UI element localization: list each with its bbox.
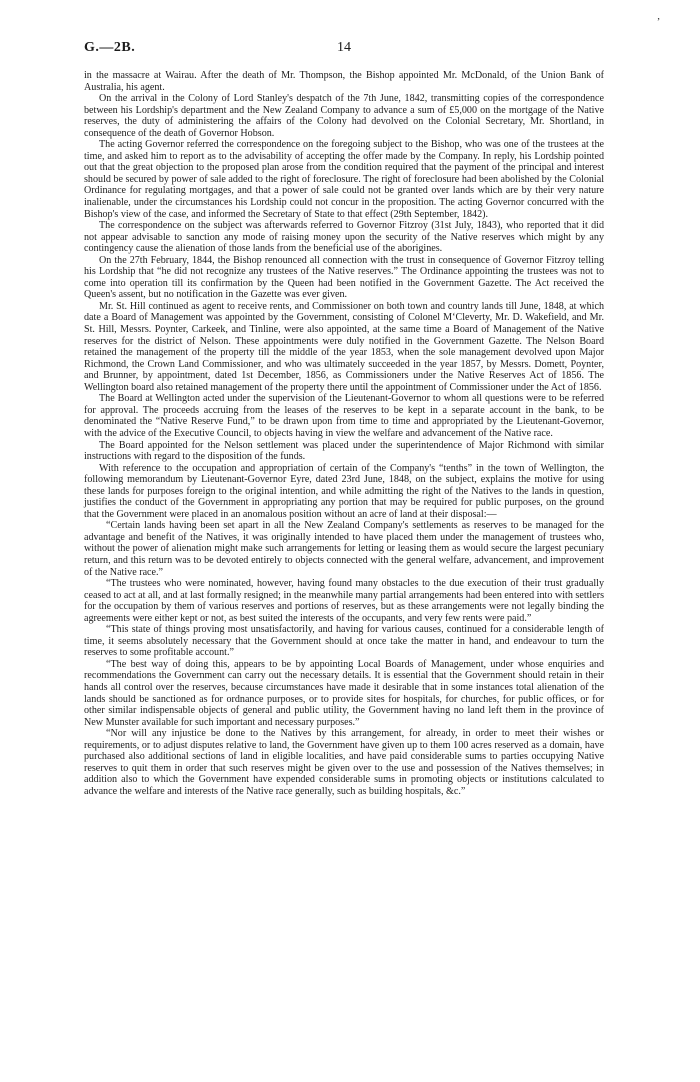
paragraph: Mr. St. Hill continued as agent to receive rents, and Commissioner on both town and country lands till June, 1848, at which date a Board of Management was appointed by the Government, consisting of Colonel M‘Cleverty, Mr. D. Wakefield, and Mr. St. Hill, Messrs. Poynter, Carkeek, and Tinline, were also appointed, at the same time a Board of Management of the Native reserves for the district of Nelson. These appointments were duly notified in the Government Gazette. The Nelson Board retained the management of the property till the middle of the year 1853, when the sole management devolved upon Major Richmond, the Crown Land Commissioner, and who was ultimately succeeded in the year 1857, by Messrs. Domett, Poynter, and Brunner, by appointment, dated 1st December, 1856, as Commissioners under the Native Reserves Act of 1856. The Wellington board also retained management of the property there until the appointment of Commissioner under the Act of 1856.	[84, 300, 604, 393]
body-text	[84, 70, 604, 797]
document-reference: G.—2B.	[84, 40, 136, 55]
quoted-paragraph: “This state of things proving most unsatisfactorily, and having for various causes, continued for a considerable length of time, it seems absolutely necessary that the Government should at once take the matter in hand, and endeavour to turn the reserves to some profitable account.”	[84, 624, 604, 659]
paragraph: The Board at Wellington acted under the supervision of the Lieutenant-Governor to whom all questions were to be referred for approval. The proceeds accruing from the leases of the reserves to be kept in a separate account in the bank, to be denominated the “Native Reserve Fund,” to be drawn upon from time to time and appropriated by the Lieutenant-Governor, with the advice of the Executive Council, to objects having in view the welfare and advancement of the Native race.	[84, 393, 604, 439]
page-header	[84, 40, 604, 64]
paragraph: The Board appointed for the Nelson settlement was placed under the superintendence of Major Richmond with similar instructions with regard to the disposition of the funds.	[84, 439, 604, 463]
quoted-paragraph: “The trustees who were nominated, however, having found many obstacles to the due execution of their trust gradually ceased to act at all, and at last formally resigned; in the meanwhile many partial arrangements had been entered into with settlers for the occupation by them of various reserves and portions of reserves, but as these arrangements were not legally binding the agreements were either kept or not, as best suited the interests of the occupants, and very few rents were paid.”	[84, 578, 604, 624]
paragraph: With reference to the occupation and appropriation of certain of the Company's “tenths” in the town of Wellington, the following memorandum by Lieutenant-Governor Eyre, dated 23rd June, 1848, on the subject, explains the motive for using these lands for purposes foreign to the original intention, and while admitting the right of the Natives to the lands in question, justifies the conduct of the Government in appropriating any portion that may be required for public purposes, on the ground that the Government were placed in an anomalous position without an acre of land at their disposal:—	[84, 462, 604, 520]
paragraph: On the 27th February, 1844, the Bishop renounced all connection with the trust in consequence of Governor Fitzroy telling his Lordship that “he did not recognize any trustees of the Native reserves.” The Ordinance appointing the trustees was not to come into operation till its confirmation by the Queen had been notified in the Government Gazette. The Act received the Queen's assent, but no notification in the Gazette was ever given.	[84, 254, 604, 301]
paragraph: The acting Governor referred the correspondence on the foregoing subject to the Bishop, who was one of the trustees at the time, and asked him to report as to the advisability of accepting the offer made by the Company. In reply, his Lordship pointed out that the great objection to the proposed plan arose from the condition required that the payment of the principal and interest should be secured by power of sale added to the right of foreclosure. The right of foreclosure had been abolished by the Colonial Ordinance for regulating mortgages, and that a power of sale could not be granted over lands which are by their very nature inalienable, under the circumstances his Lordship could not concur in the proposition. The acting Governor concurred with the Bishop's view of the case, and informed the Secretary of State to that effect (29th September, 1842).	[84, 139, 604, 220]
paragraph: in the massacre at Wairau. After the death of Mr. Thompson, the Bishop appointed Mr. McDonald, of the Union Bank of Australia, his agent.	[84, 70, 604, 93]
paragraph: The correspondence on the subject was afterwards referred to Governor Fitzroy (31st July, 1843), who reported that it did not appear advisable to sanction any mode of raising money upon the security of the Native reserves which might by any contingency cause the alienation of those lands from the beneficial use of the aborigines.	[84, 220, 604, 255]
page-number: 14	[337, 40, 351, 55]
quoted-paragraph: “Nor will any injustice be done to the Natives by this arrangement, for already, in order to meet their wishes or requirements, or to adjust disputes relative to land, the Government have given up to them 100 acres reserved as a domain, have purchased also additional sections of land in eligible localities, and have paid considerable sums to parties occupying Native reserves to quit them in order that such reserves might be given over to the use and possession of the Natives themselves; in addition also to which the Government have expended considerable sums in promoting objects or institutions calculated to advance the welfare and interests of the Native race generally, such as building hospitals, &c.”	[84, 728, 604, 797]
quoted-paragraph: “The best way of doing this, appears to be by appointing Local Boards of Management, under whose enquiries and recommendations the Government can carry out the necessary details. It is essential that the Government should retain in their hands all control over the reserves, because circumstances have made it desirable that in some instances total alienation of the lands should be sanctioned as for ordnance purposes, or to provide sites for hospitals, for churches, for public offices, or for other similar indispensable objects of general and public utility, the Government having no land left them in the province of New Munster available for such important and necessary purposes.”	[84, 658, 604, 728]
document-page	[84, 40, 604, 797]
paragraph: On the arrival in the Colony of Lord Stanley's despatch of the 7th June, 1842, transmitting copies of the correspondence between his Lordship's department and the New Zealand Company to advance a sum of £5,000 on the mortgage of the Native reserves, the duty of administering the affairs of the Colony had devolved on the Colonial Secretary, Mr. Shortland, in consequence of the death of Governor Hobson.	[84, 93, 604, 139]
quoted-paragraph: “Certain lands having been set apart in all the New Zealand Company's settlements as reserves to be managed for the advantage and benefit of the Natives, it was originally intended to have placed them under the management of trustees who, without the power of alienation might make such arrangements for letting or leasing them as would secure the largest pecuniary return, and this return was to be devoted entirely to objects connected with the general welfare, advancement, and improvement of the Native race.”	[84, 520, 604, 578]
margin-mark: ,	[657, 10, 660, 22]
